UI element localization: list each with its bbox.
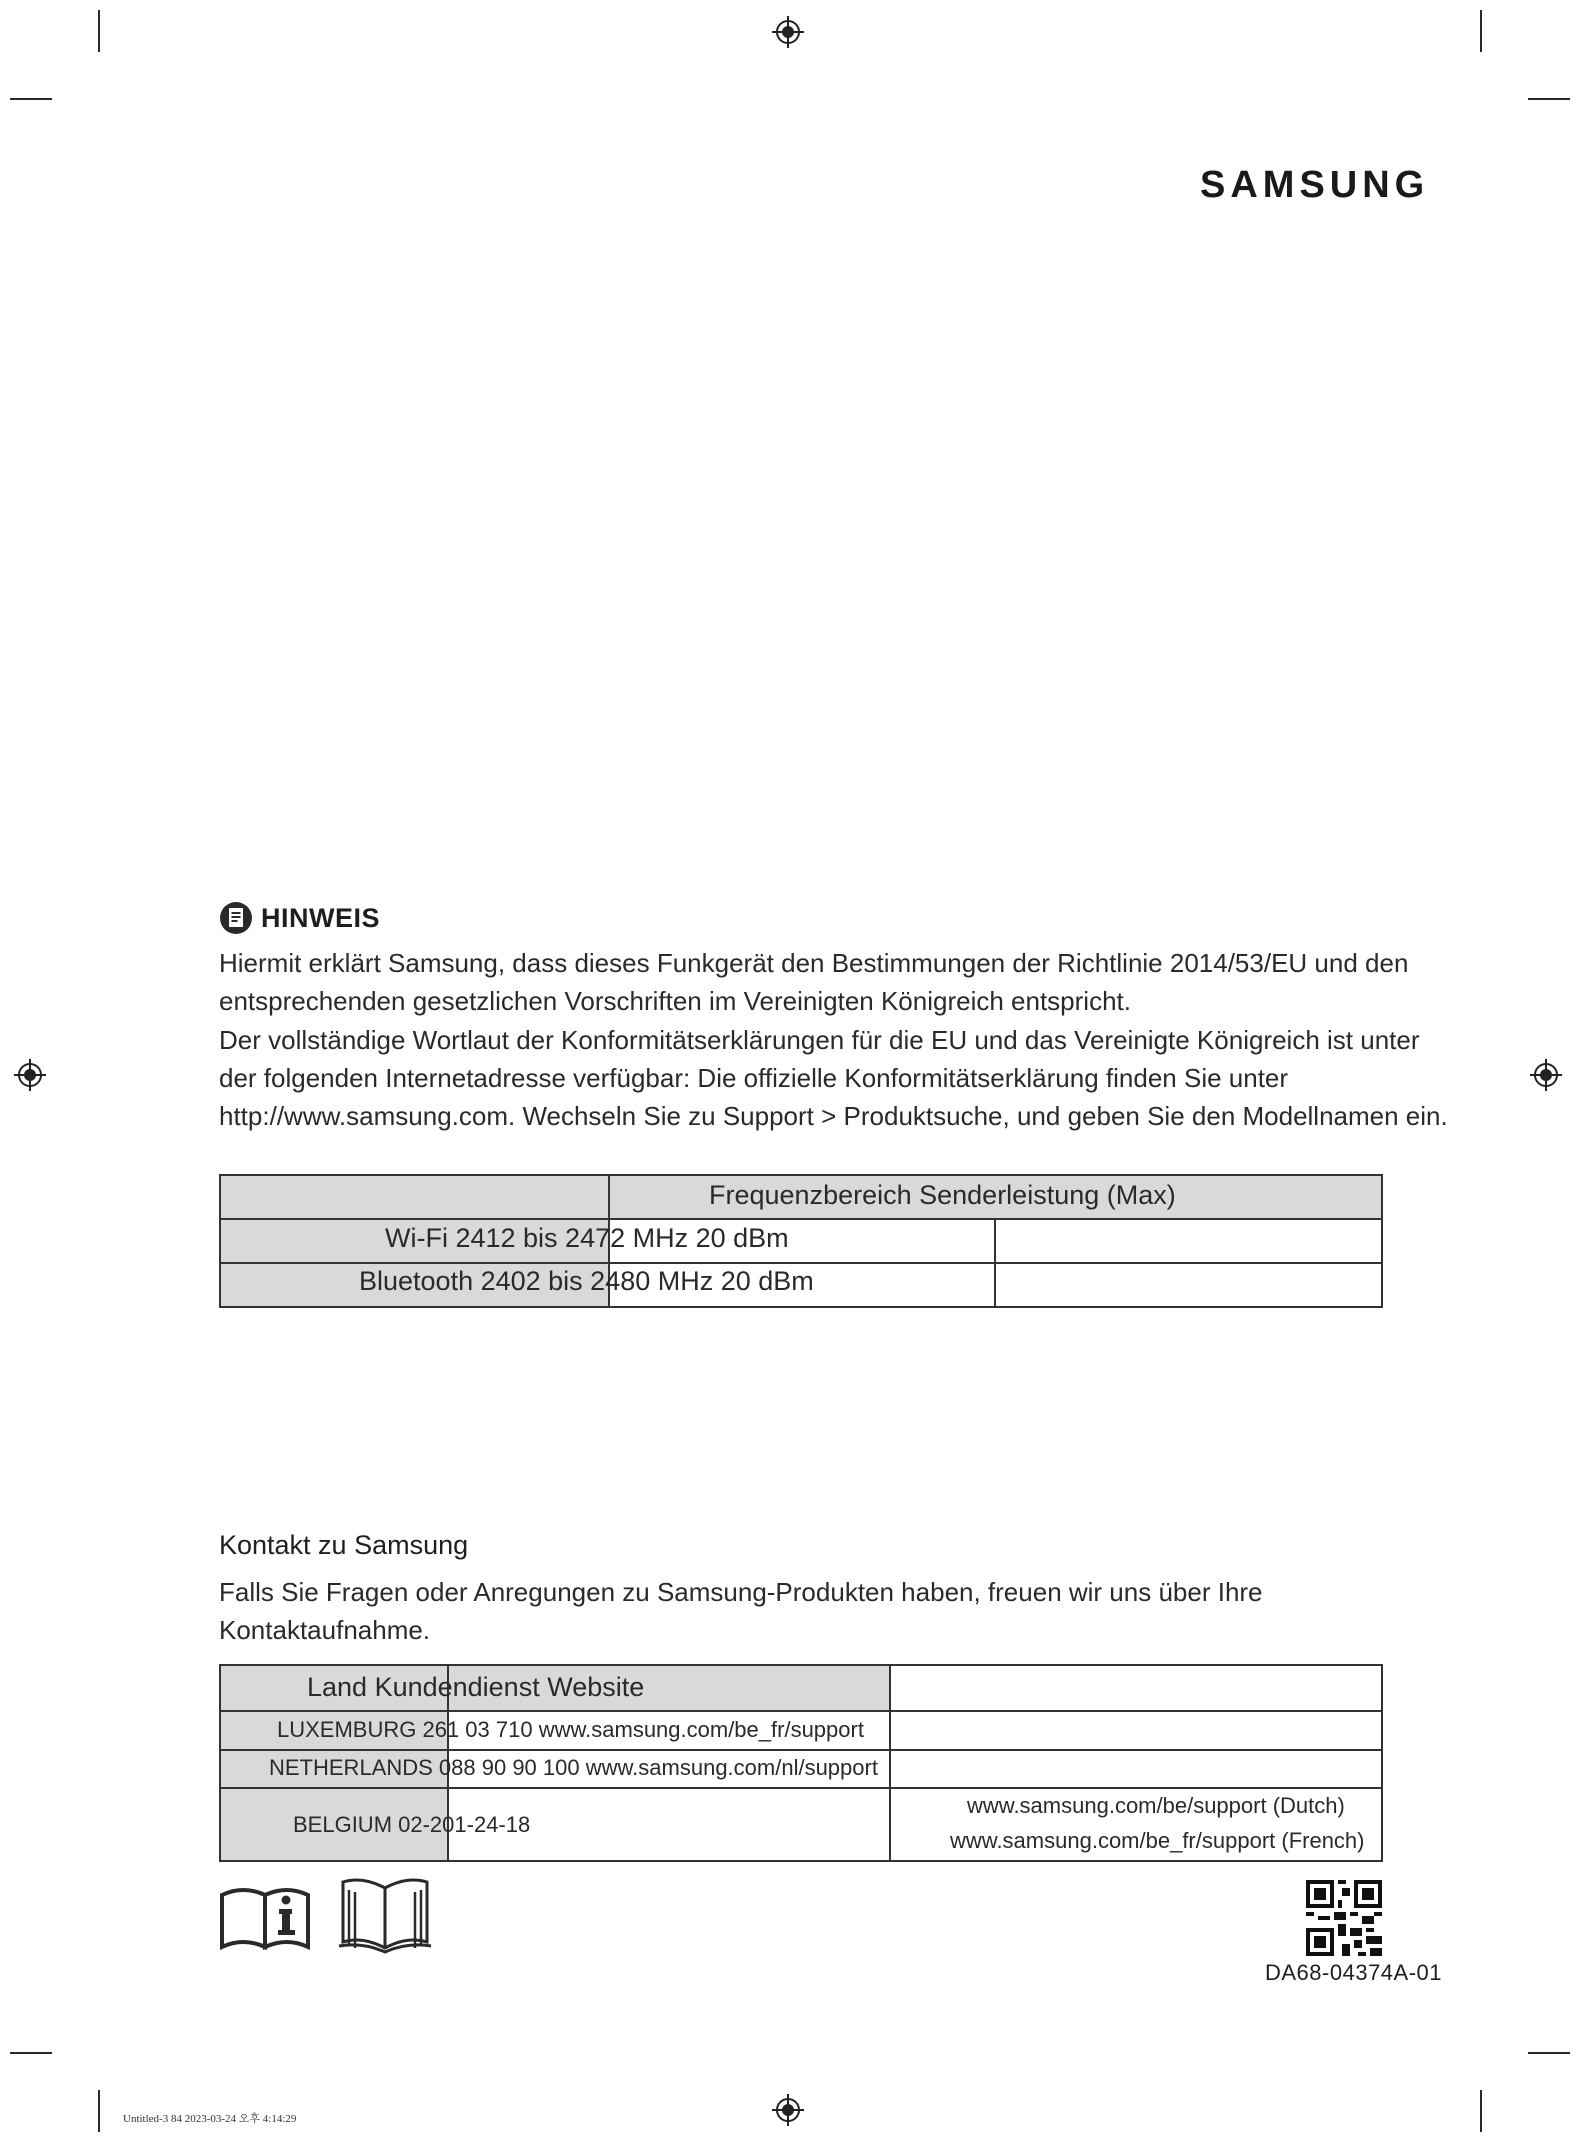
crop-mark [1528, 98, 1570, 100]
table-rule [221, 1262, 1381, 1264]
contact-link-belgium-dutch[interactable]: www.samsung.com/be/support (Dutch) [967, 1793, 1345, 1818]
registration-mark-icon [13, 1058, 47, 1092]
notice-header [219, 898, 380, 938]
table-rule [221, 1710, 1381, 1712]
notice-line: entsprechenden gesetzlichen Vorschriften im Vereinigten Königreich entspricht. [219, 986, 1131, 1016]
contact-link-belgium-french[interactable]: www.samsung.com/be_fr/support (French) [950, 1828, 1365, 1853]
contact-row-belgium: BELGIUM 02-201-24-18 [293, 1812, 531, 1837]
crop-mark [1480, 10, 1482, 52]
qr-code-icon [1306, 1880, 1382, 1956]
contact-line: Kontaktaufnahme. [219, 1615, 431, 1645]
print-footer: Untitled-3 84 2023-03-24 오후 4:14:29 [123, 2113, 297, 2125]
frequency-header: Frequenzbereich Senderleistung (Max) [709, 1180, 1176, 1210]
registration-mark-icon [771, 15, 805, 49]
notice-line: http://www.samsung.com. Wechseln Sie zu Support > Produktsuche, und geben Sie den Modellnamen ein. [219, 1101, 1448, 1131]
notice-title: HINWEIS [261, 902, 381, 933]
manual-info-icon [219, 1883, 311, 1953]
table-rule [889, 1666, 891, 1860]
crop-mark [1480, 2090, 1482, 2132]
contact-title: Kontakt zu Samsung [219, 1530, 469, 1560]
frequency-row-wifi: Wi-Fi 2412 bis 2472 MHz 20 dBm [385, 1223, 789, 1253]
contact-row-netherlands: NETHERLANDS 088 90 90 100 www.samsung.com/nl/support [269, 1755, 878, 1780]
notice-line: Hiermit erklärt Samsung, dass dieses Funkgerät den Bestimmungen der Richtlinie 2014/53/EU und den [219, 948, 1409, 978]
contact-line: Falls Sie Fragen oder Anregungen zu Samsung-Produkten haben, freuen wir uns über Ihre [219, 1577, 1263, 1607]
notice-line: Der vollständige Wortlaut der Konformitätserklärungen für die EU und das Vereinigte Königreich ist unter [219, 1025, 1420, 1055]
notice-line: der folgenden Internetadresse verfügbar: Die offizielle Konformitätserklärung finden Sie unter [219, 1063, 1289, 1093]
contact-table [219, 1664, 1383, 1862]
frequency-table [219, 1174, 1383, 1308]
table-rule [221, 1218, 1381, 1220]
contact-header: Land Kundendienst Website [307, 1672, 645, 1702]
table-rule [221, 1749, 1381, 1751]
table-rule [994, 1218, 996, 1306]
crop-mark [98, 2090, 100, 2132]
registration-mark-icon [1529, 1058, 1563, 1092]
frequency-row-bluetooth: Bluetooth 2402 bis 2480 MHz 20 dBm [359, 1266, 814, 1296]
note-document-icon [219, 901, 253, 935]
open-book-icon [337, 1876, 433, 1956]
crop-mark [1528, 2052, 1570, 2054]
contact-row-luxemburg: LUXEMBURG 261 03 710 www.samsung.com/be_fr/support [277, 1717, 864, 1742]
crop-mark [98, 10, 100, 52]
crop-mark [10, 98, 52, 100]
table-rule [221, 1787, 1381, 1789]
registration-mark-icon [771, 2093, 805, 2127]
crop-mark [10, 2052, 52, 2054]
document-number: DA68-04374A-01 [1265, 1960, 1443, 1985]
samsung-logo: SAMSUNG [1200, 164, 1430, 206]
